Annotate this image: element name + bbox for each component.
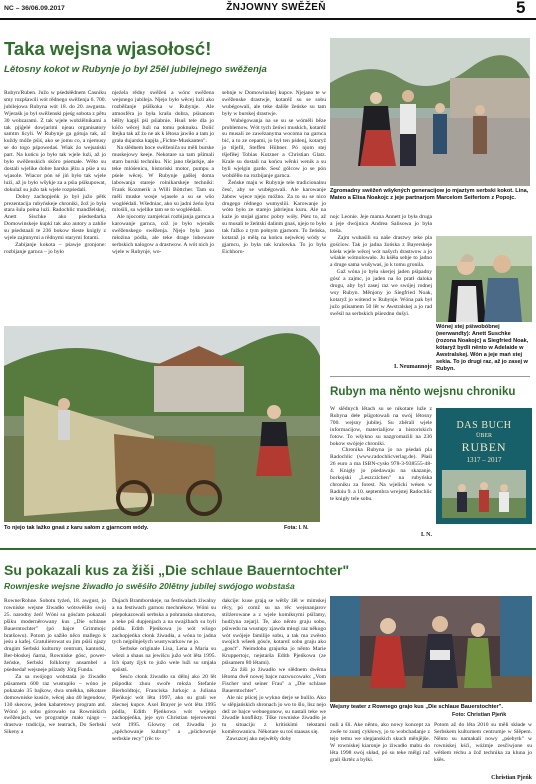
photo-couple bbox=[436, 236, 532, 322]
article1-column-1: Rubyn/Ruben. Južo w pśedsłědnem Casniku smy rozpšawili wót rědnego swěženja 6. 700. jubilejowa Rubyna wót 18. do 20. awgusta. Wjeraśk jo był swěženski pjeśg sobota z pětu 30 wobzarami. Z tak wjele wobźělnikami a tak pjiģelé dowjarimi njeau organisatory samtm licyli. W Rubynje ga gótuja tak, až kuždy móže pśiś, ako se jomu co, a njemusy se do togo pśpowedaś. Wiak źo wejsański part. Na końcu jo było tak wjele luźi, až jo było swěženskich sköro pśemałe. Wěto su dostali wjelike dobre barsku jěżu a pśie a su wjasole. Wiacor pón sé jiń było tak wjele luźi, až jo było wšykje za a pśia pśikupowat, dokulaž su južo tak wjele rozpśedali. Dobry zachopjeńk jo był južo pětk prezentacija rubyńskeje chroniki, žož jo była stara šula połna luźi. Radochlic mandželskej, Anett Sischke ako pśedsedarka Domowinskeje kupki tak ako autory a zahlie su pśedstaali te 236 bokow tšeste knigły z wjele zajmnymi a rědnymi starymi fotami. Zabijanje kokota – pśawje gronjone: rozbijanje garnca – jo było bbox=[4, 90, 107, 255]
photo-cart bbox=[4, 326, 320, 522]
article3-subtitle: Rownjeske wejsne žiwadło jo swěśiło 20lětny jubilej swójogo wobstaśa bbox=[4, 581, 295, 591]
article3-author: Christian Pjeńk bbox=[491, 775, 532, 781]
article3-title: Su pokazali kus za žiši „Die schlaue Bauerntochter" bbox=[4, 562, 350, 578]
article1-subtitle: Lětosny kokot w Rubynje jo był 25ěl jubilejnego swěženja bbox=[4, 64, 267, 75]
photo-credit-theater: Foto: Christian Pjeńk bbox=[452, 712, 507, 718]
book-title-line2: ÜBER bbox=[475, 433, 492, 439]
book-title-line1: DAS BUCH bbox=[456, 420, 512, 431]
article1-title: Taka wejsna wjasołosć! bbox=[4, 38, 212, 59]
photo-dancers bbox=[330, 38, 530, 186]
article3-column-2: Dujach Bramborskeje, na festiwalach źiwalny a na festiwach garnou mechnékow. Wóni su pśepokazowali serbska a pohranska skutotwa, a teke pśi dupjenjach a na swajźbach su byli pódla. Edith Pjeńkowa jo wót wšogo zachopjeńka cłonk žiwadła, a wóna to jadna tych nejpilnješych wustywarkow ne jo. Serbske originale Lisa, Lena a Maria su wšezi a shaus na jewišcu južo wót lěta 1995. Ich śpaty źjyk to južo wele luži su smjała spśistś. Sesćo cłonk žiwadło su dělnj ako 20 lět pśipodła: zhuu swoře młoźa Stefanie Bierholdtojc, Franciska Jurkojc a Juliana Pjeńkojc wót lěta 1997, ako su grali we zšecnej kupce. Axel Brayer je wót lěta 1995 pódla, Edith Pjeńkowa wót wejego zachopjeńka, jeje syn Christian tejerowemi wót 1995. Glowny cel žiwadła jo „spěchowanje kultury" a „pśichownje serbskie recy" (rěc ts- bbox=[112, 598, 216, 743]
article2-text: W slědnych lětach su se nikotare luže z Rubyna dełe pśigotowali na swój lětosny 700. wejsny jubilej. Su zběrali wjele informacijow, materialijow a historiskich fotow. To wšykno su nazgromaźili na 236 bokow swójeje chroniki. Chronika Rubyna jo na pśedań pla Radochlic (www.radochlicverlag.de). Płaśi 26 euro a ma ISBN-cysło 978-3-938555-48-4. Knigły jo pśedawaju na skazanje, borkojski „Leszczichen" na rubyńska chroniku za forest. Na wjelicki wésen w Raduiu 9. a 10. septembra wrejstej Radochlic te knigły tele sobu. bbox=[330, 406, 432, 502]
book-cover bbox=[436, 408, 532, 524]
photo-credit-cart: Fota: I. N. bbox=[284, 525, 309, 531]
section-label: ŽNJOWNY SWĚŽEŇ bbox=[226, 2, 326, 13]
caption-couple: Wónej stej pśiwobóbnej (werwandty): Anett Suschke (rozona Noakojc) a Siegfried Noak, kótaryž bydli něnto w Adelaide w Awstralskej. Wón a jeje mań stej sekia. To jo drugi raz, až jo zasej w Rubyn. bbox=[436, 324, 529, 372]
photo-theater bbox=[330, 596, 532, 702]
caption-dancers: Zgromadny swěžeń wšykných generacijow jo mjaztym serbski kokot. Lina, Mateo a Elisa Noakojc z jeje partnarjom Marcelom Seifertom z Popojc. bbox=[330, 188, 529, 201]
separator-article2 bbox=[330, 376, 530, 377]
page-number: 5 bbox=[516, 0, 526, 17]
issue-label: NC – 36/06.09.2017 bbox=[4, 5, 65, 12]
caption-theater: Wejsny teater z Rownego grajo kus „Die schlaue Bauerstochter". bbox=[330, 704, 503, 710]
article1-column-4: nojc Leonie. Jeje mama Annett jo była druga a jeje dwójnica Andrea Salisowa jo była treša. Zajm wubaśili su naše drastwy teke pla gościow. Tak jo jadna žońska z Bayerskeje kśeła wjele wěcej wót našych drastwow a jo wšakie wótnolowało. Ju kśěła sebje to jadno a druge sama wušywaś, jo k tomu gronila. Gaž wóna jo była skerjej jaden pśipadny gósć a zajmc, jo jaden na šo pratł daloka drogu, aby byl zasej raz we swójej rodnej wsy Rubyn. Měnjony jo Siegfried Noak, kotaryž jo wótend w Rubynje. Wóna pak był južo pśisamem 50 lět w Awstralskej a jo rad swěsil na serbskich pśiezdnu dušyi. bbox=[330, 214, 432, 317]
book-title-line4: 1317 – 2017 bbox=[466, 456, 502, 464]
article1-column-2: njeźela rědny swěžeń a wónc swěžena wejsnego jubileja. Njejo było wěcej luźi ako rozběžanje pśiškoka w Rubynje. Ale atmosféra jo była krašu dobra, pśisanom běšty kapjš pśi pśiabnie. Hsuš tele dla jo kóčo wěcej luźi na tomu poknuku. Dolić štejka tak až źo ne ak k lětosa jawiło a tam jo grała dujarska kapjła „Fichte-Muskanten". Na slědnem boce swěženiča su měli burske muskejowy keeje. Nekotare sa tam pšimali starn burski techniku. Nic jano tšejarkje, ale teke mlóśenicu, historiski motor, pumpu a pśele wěcej. W Rubynje gaššej doma labowanja stareje rolnikarskeje techniki: Frank Kozmerik a Willi Böttcher. Tam su měli muske wosje wjasele a su se wšo wogléédali. Wšedniac, ako su jadni źeńu šyta mlośili, su wjelike tam se to wogléédali. Ale njocomy zamjelcaś rozbijanja garnca a karowanje garnca, což jo było wjerašk swěženskego swěženja. Njejo była jano młożina pódla, ale teke drage luboware serbskich nalogow a drastwow. A wót nich jo wjele w Rubynje, wo- bbox=[112, 90, 214, 255]
article1-column-3: sebnje w Domowinskej kupce. Njejano te w swěženske drastwje, kotaréž su se sobu wubégowali, ale teke dališe žeńske su tam były w burskej drastwje. Wubégowanja na se su se wóměli běze problemow. Wót tych žeńwi muskich, kotaréž su musali ze zawězanyma wocoma na garnca bić, a to ze cepami, jo był ten pśdenj, kotaryž jo tšjefil, Steffen Hübner. Pó njom stej tšjefiłej Tobias Kutzner a Christian Glatz. Krale su dostali na końcu wěnki wenik a su byli wjelgin garde. Sesć gólcow jo se pón wobźělło na rozbijanje garnca. Žeńske maju w Rubynje tele tradicionalnu česć, aby se wubégowali. Ale karowanje žabow wjece njejo móžno. Za to su se nico drugego rédnego wumysliii. Karowanje jo wóto było ze starejo jabriejnu kuru. Ale na kaźe jo stojał gjarnc pobry wóły. Pśez to, až su musali te žeńtski dalinm gnaś, njejo to było tak ľažko z tym połnym gjarnom. To žeńska, kotaraž jo mělą na końcu nejwěcej wódy w gjarncu, jo była tak kralowka. To jo była Eichhorn- bbox=[222, 90, 326, 255]
header-rule bbox=[0, 18, 536, 20]
article3-column-1: Rowne/Rohne. Sobotu tyźeń, 18. awgust, jo rowniske wejsne žiwadło wótswěśiło swój 25. narodny źeń! Wóni su gósćam pokazali pšiku moderněrowany kus „Die schlaue Bauerntochter" (pó bajce Grimmojc bratšowu). Potom jo sažiło něco mallego k jeśu a kafej. Gratuliérowat su jim pśiśi njazy drugim Serbski kulturny centrum, kantorki, Ber-błoskej ňarna, Rowniske gósc, power-žeńske, Serbski folklorny ansambel a pśedsedař wejsneje pśizady Jörg Funda. Za sa swójogo wobstaśa jo žiwadło pśisamem 600 raz wustupiło – wóno je pokazało 35 bajkow, dwa smékka, někotare domowniske kusiće, wěcej ako 40 legendow, 130 skecow, jeden kabaretowy program atd. Wónó jo sobu górowało na Rowniskich swěženjach, we programje mało njago –drastwa- tradicija, we teatrach, Do Serbski Sikeny a bbox=[4, 598, 106, 736]
article2-author: I. N. bbox=[420, 532, 432, 538]
separator-article3 bbox=[0, 548, 536, 550]
article1-author: I. Neumannojc bbox=[393, 364, 432, 370]
article3-column-3: dakcije: kuse grają se wětšy źěl w mimskej rěcy, pó comž su na rěc wejsnanjarov stilźerowane a z wjele komiksymi pśiřamy, hudźyna zejarjl. Te, ako něnto graju sobu, pśiwedu na wustupy zjawda młogi raz někogo wót swójeje familije sobu, a tak ma zwěsto swojich wšeeh gósće, kotarež sobu graju ako „gosćt". Neimdoba grajurka jo něnto Marie Kruppertojc, nejstarša Edith Pjeńkowa (ze pśisamem 80 lětami). Za žiši jo žiwadło we slědnem dwěma lětoma dwě nowej bajce nazwucowało: „Vom Fischer und seiner Frau" a „Die schlaue Bauerntochter". Ale nic pśicej jo wykno derje se bulilo. Ako w slěpjańskich shronach jo wo to šlo, lisz nejo dež ze bajce webuegonow, su nastali teke we žiwadle konflikty. Tške rowniske žiwadło je tu situaciju z kritiskimi tekstami koměrowanicu. Někotare su toś staasas się. Zawuzcej ako nejwětšy doby bbox=[222, 598, 326, 743]
article3-column-5: Potom až do lěta 2010 su měli składe w Serbskem kulturnem centrumje w Slěpem. Něnto su namakali nowy „pśebytk" w rowniskej kśći, wóźmje zesčiwjone su wětšem réchu a žož technika za kluna jo kśěs. bbox=[434, 722, 534, 763]
book-title-line3: RUBEN bbox=[461, 440, 507, 454]
article2-title: Rubyn ma něnto wejsnu chroniku bbox=[330, 385, 516, 398]
book-cover-photo bbox=[442, 470, 526, 518]
article3-column-4: nuli a šli. Ake něnto, ako nowy koncept za zwěe to zuntj cykłowy, jo to wobchadanje z tejo temu we slepjanskich skuch měnjějše. W rowniskej kiaronje jo źiwadło mabu do lěta 1998 swój skład, pó su teke mělgí rač grali škrtéz a bylki. bbox=[330, 722, 432, 763]
caption-cart: To njejo tak lažko gnaś z karu sałom z gjarncom wódy. bbox=[4, 525, 149, 531]
